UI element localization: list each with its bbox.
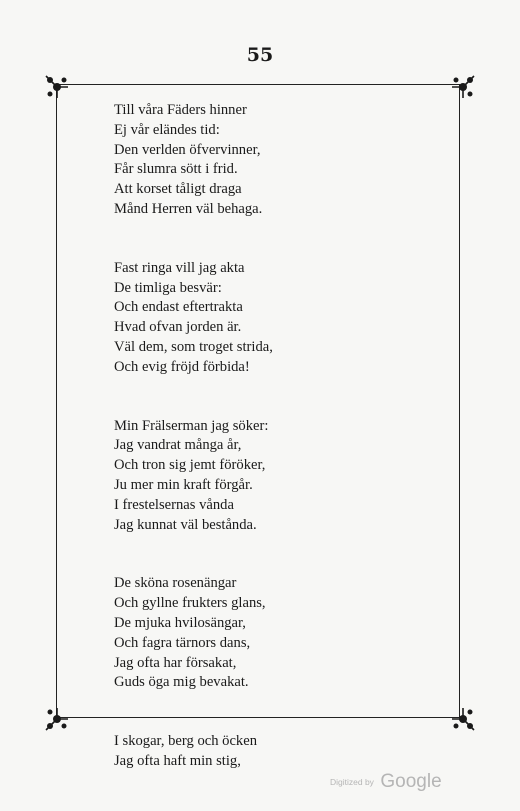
poem-line: I frestelsernas vånda [114, 496, 234, 513]
poem-line: Ju mer min kraft förgår. [114, 476, 253, 493]
floral-corner-icon [450, 74, 476, 100]
poem-line: De mjuka hvilosängar, [114, 614, 246, 631]
poem-line: Jag vandrat många år, [114, 437, 242, 454]
poem-line: Att korset tåligt draga [114, 181, 242, 198]
poem-line: Och fagra tärnors dans, [114, 634, 251, 651]
floral-corner-icon [450, 706, 476, 732]
corner-ornament-bottom-right [450, 706, 476, 732]
poem-line: Guds öga mig bevakat. [114, 674, 249, 691]
poem-line: Ej vår eländes tid: [114, 121, 220, 138]
corner-ornament-top-right [450, 74, 476, 100]
stanza [114, 259, 444, 378]
digitized-by-label: Digitized by [330, 777, 374, 787]
poem-line: Fast ringa vill jag akta [114, 259, 245, 276]
poem-line: De sköna rosenängar [114, 575, 237, 592]
poem-line: Väl dem, som troget strida, [114, 338, 273, 355]
poem-line: I skogar, berg och öcken [114, 733, 258, 750]
poem-line: Jag kunnat väl bestånda. [114, 516, 257, 533]
stanza [114, 732, 444, 772]
poem-line: Och tron sig jemt föröker, [114, 457, 266, 474]
poem-line: De timliga besvär: [114, 279, 222, 296]
poem-line: Jag ofta har försakat, [114, 654, 237, 671]
stanza [114, 574, 444, 693]
poem-line: Till våra Fäders hinner [114, 102, 247, 118]
poem-line: Får slumra sött i frid. [114, 161, 238, 178]
poem-line: Och evig fröjd förbida! [114, 358, 250, 375]
corner-ornament-top-left [44, 74, 70, 100]
corner-ornament-bottom-left [44, 706, 70, 732]
poem-line: Min Frälserman jag söker: [114, 417, 269, 434]
poem-line: Den verlden öfvervinner, [114, 141, 261, 158]
poem-line: Hvad ofvan jorden är. [114, 319, 242, 336]
poem-line: Jag ofta haft min stig, [114, 752, 241, 769]
floral-corner-icon [44, 74, 70, 100]
poem-line: Och gyllne frukters glans, [114, 595, 266, 612]
poem-body [114, 101, 444, 811]
digitized-by-watermark [330, 771, 442, 793]
google-logo: Google [380, 771, 442, 792]
stanza [114, 101, 444, 220]
poem-line: Månd Herren väl behaga. [114, 200, 263, 217]
page-number: 55 [246, 44, 274, 66]
floral-corner-icon [44, 706, 70, 732]
poem-line: Och endast eftertrakta [114, 299, 243, 316]
stanza [114, 417, 444, 536]
